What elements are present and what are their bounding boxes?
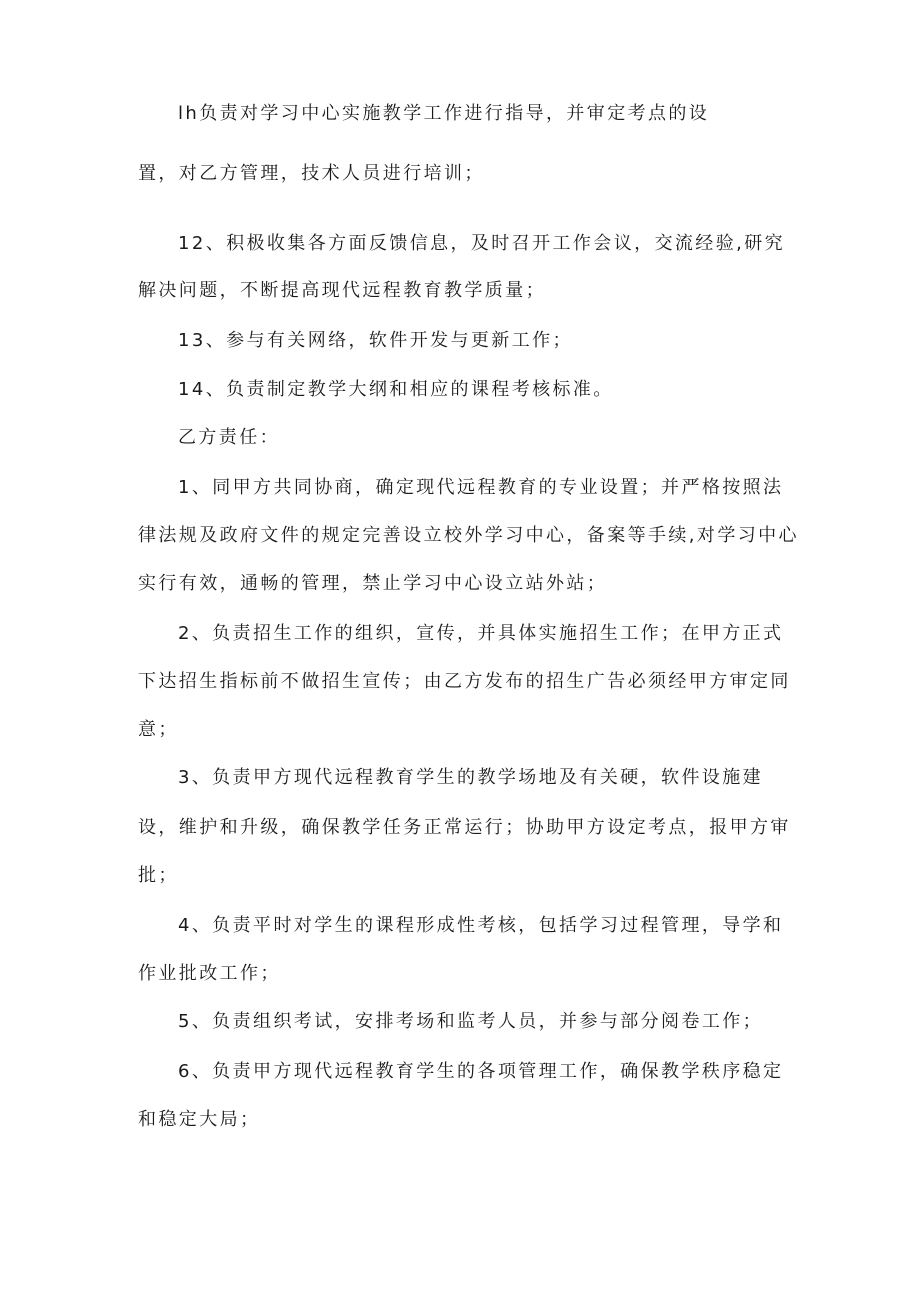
text-line-13: 意； — [138, 719, 179, 740]
text-line-18: 作业批改工作； — [138, 963, 281, 984]
text-line-11: 2、负责招生工作的组织，宣传，并具体实施招生工作；在甲方正式 — [178, 623, 784, 644]
text-line-21: 和稳定大局； — [138, 1109, 261, 1130]
text-line-10: 实行有效，通畅的管理，禁止学习中心设立站外站； — [138, 573, 608, 594]
text-line-5: 13、参与有关网络，软件开发与更新工作； — [178, 330, 573, 351]
text-line-1: lh负责对学习中心实施教学工作进行指导，并审定考点的设 — [178, 103, 710, 124]
text-line-2: 置，对乙方管理，技术人员进行培训； — [138, 163, 485, 184]
text-line-12: 下达招生指标前不做招生宣传；由乙方发布的招生广告必须经甲方审定同 — [138, 671, 791, 692]
text-line-4: 解决问题，不断提高现代远程教育教学质量； — [138, 280, 546, 301]
text-line-19: 5、负责组织考试，安排考场和监考人员，并参与部分阅卷工作； — [178, 1011, 764, 1032]
text-line-8: 1、同甲方共同协商，确定现代远程教育的专业设置；并严格按照法 — [178, 477, 784, 498]
text-line-14: 3、负责甲方现代远程教育学生的教学场地及有关硬，软件设施建 — [178, 767, 764, 788]
text-line-16: 批； — [138, 865, 179, 886]
text-line-9: 律法规及政府文件的规定完善设立校外学习中心，备案等手续,对学习中心 — [138, 525, 799, 546]
section-heading: 乙方责任： — [178, 427, 280, 448]
text-line-17: 4、负责平时对学生的课程形成性考核，包括学习过程管理，导学和 — [178, 915, 784, 936]
text-line-20: 6、负责甲方现代远程教育学生的各项管理工作，确保教学秩序稳定 — [178, 1061, 784, 1082]
text-line-6: 14、负责制定教学大纲和相应的课程考核标准。 — [178, 379, 614, 400]
text-line-3: 12、积极收集各方面反馈信息，及时召开工作会议，交流经验,研究 — [178, 233, 786, 254]
text-line-15: 设，维护和升级，确保教学任务正常运行；协助甲方设定考点，报甲方审 — [138, 817, 791, 838]
